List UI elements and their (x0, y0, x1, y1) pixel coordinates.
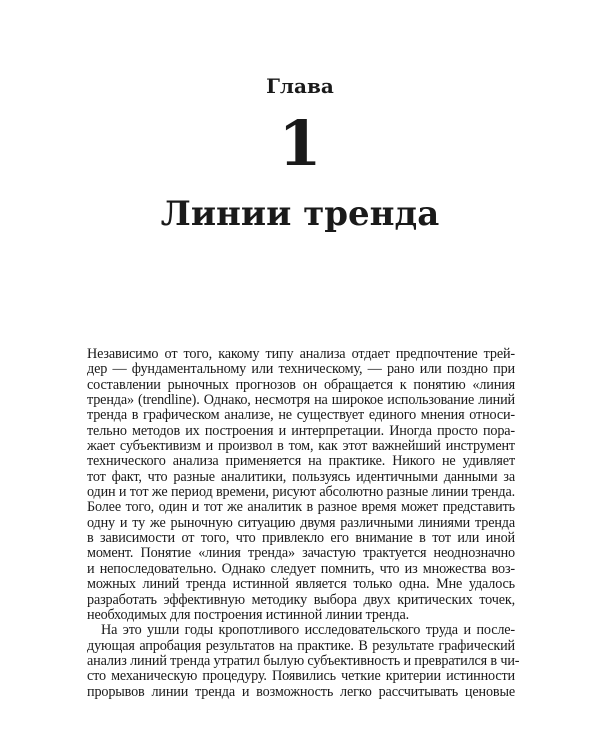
text-line: необходимых для построения истинной линии тренда. (87, 606, 410, 623)
text-line: момент. Понятие «линия тренда» зачастую трактуется неоднозначно (87, 545, 515, 562)
text-line: разработать эффективную методику выбора двух критических точек, (87, 591, 515, 608)
text-line: можных линий тренда истинной является только одна. Мне удалось (87, 576, 515, 593)
text-line: Более того, один и тот же аналитик в разное время может представить (87, 499, 515, 516)
text-line: технического анализа применяется на практике. Никого не удивляет (87, 453, 515, 470)
text-line: тренда в графическом анализе, не существует единого мнения относи- (87, 407, 515, 424)
chapter-label: Глава (266, 74, 334, 98)
chapter-title: Линии тренда (160, 194, 440, 234)
text-line: составлении рыночных прогнозов он обращается к понятию «линия (87, 376, 515, 393)
text-line: Независимо от того, какому типу анализа отдает предпочтение трей- (87, 346, 515, 362)
text-line: и непоследовательно. Однако следует помнить, что из множества воз- (87, 560, 515, 577)
text-line: дер — фундаментальному или техническому, — рано или поздно при (87, 361, 515, 378)
text-line: тренда» (trendline). Однако, несмотря на широкое использование линий (87, 392, 515, 409)
text-line: в зависимости от того, что привлекло его внимание в тот или иной (87, 530, 515, 547)
text-line: сто механическую процедуру. Появились четкие критерии истинности (87, 668, 515, 685)
text-line: анализ линий тренда утратил былую субъективность и превратился в чи- (87, 652, 520, 669)
chapter-number: 1 (278, 107, 322, 180)
text-line: одну и ту же рыночную ситуацию двумя различными линиями тренда (87, 514, 515, 531)
text-line: жает субъективизм и произвол в том, как этот важнейший инструмент (87, 438, 515, 455)
text-line: тот факт, что разные аналитики, пользуясь идентичными данными за (87, 468, 515, 485)
text-line: дующая апробация результатов на практике. В результате графический (87, 637, 515, 654)
body-text (87, 346, 520, 700)
text-line: На это ушли годы кропотливого исследовательского труда и после- (101, 622, 515, 639)
text-line: прорывов линии тренда и возможность легко рассчитывать ценовые (87, 683, 515, 700)
text-line: один и тот же период времени, рисуют абсолютно разные линии тренда. (87, 484, 515, 501)
text-line: тельно методов их построения и интерпретации. Иногда просто пора- (87, 422, 515, 439)
